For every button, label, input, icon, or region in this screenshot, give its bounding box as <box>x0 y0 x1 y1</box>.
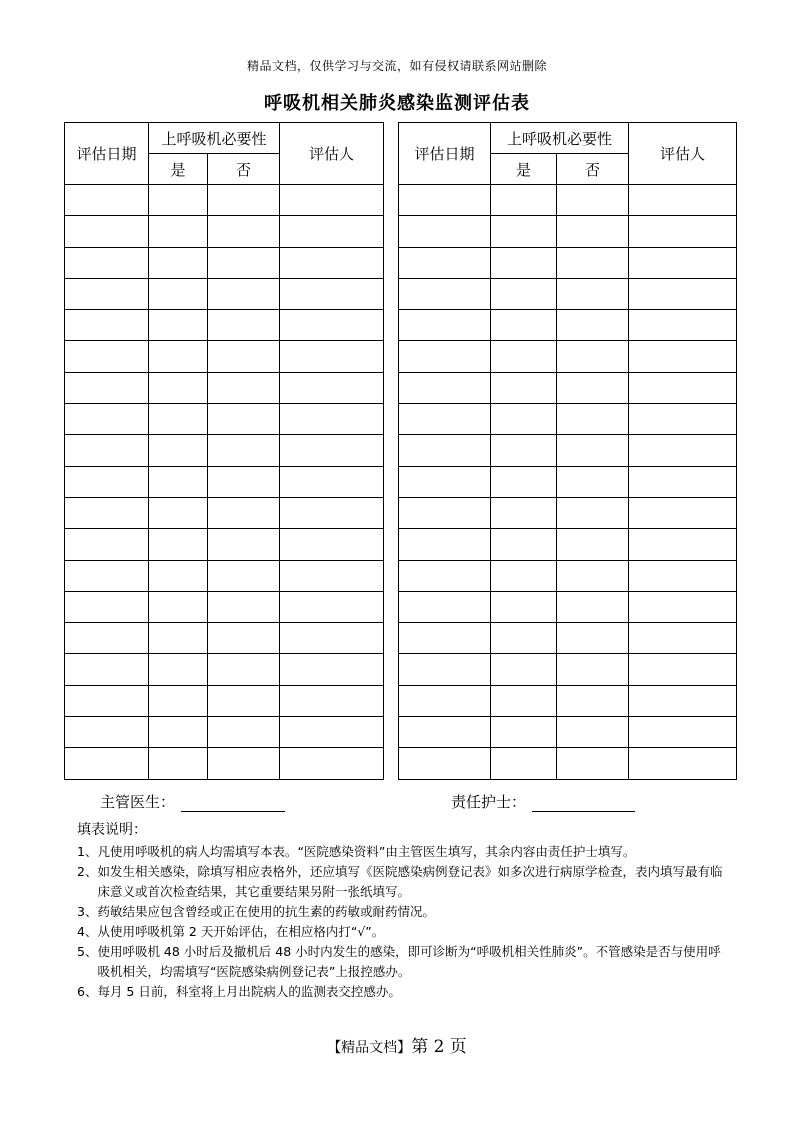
no-cell[interactable] <box>557 497 629 528</box>
date-cell[interactable] <box>65 497 149 528</box>
date-cell[interactable] <box>65 748 149 779</box>
assessor-cell[interactable] <box>629 654 737 685</box>
instructions-list <box>77 842 727 1002</box>
assessor-cell[interactable] <box>280 216 384 247</box>
no-cell[interactable] <box>557 560 629 591</box>
date-cell[interactable] <box>65 372 149 403</box>
yes-cell[interactable] <box>149 560 208 591</box>
date-cell[interactable] <box>65 717 149 748</box>
no-cell[interactable] <box>208 466 280 497</box>
date-cell[interactable] <box>65 654 149 685</box>
assessor-cell[interactable] <box>629 591 737 622</box>
yes-cell[interactable] <box>149 435 208 466</box>
header-yes: 是 <box>149 154 208 185</box>
table-row <box>399 435 737 466</box>
yes-cell[interactable] <box>491 591 557 622</box>
assessor-cell[interactable] <box>280 404 384 435</box>
header-no: 否 <box>208 154 280 185</box>
table-row <box>399 529 737 560</box>
date-cell[interactable] <box>399 591 491 622</box>
no-cell[interactable] <box>557 717 629 748</box>
assessor-cell[interactable] <box>280 591 384 622</box>
date-cell[interactable] <box>399 654 491 685</box>
yes-cell[interactable] <box>149 497 208 528</box>
assessment-table-left <box>64 122 384 780</box>
yes-cell[interactable] <box>491 623 557 654</box>
no-cell[interactable] <box>557 623 629 654</box>
date-cell[interactable] <box>65 216 149 247</box>
table-row <box>399 216 737 247</box>
no-cell[interactable] <box>208 341 280 372</box>
date-cell[interactable] <box>65 529 149 560</box>
yes-cell[interactable] <box>149 685 208 716</box>
assessor-cell[interactable] <box>280 497 384 528</box>
yes-cell[interactable] <box>491 560 557 591</box>
yes-cell[interactable] <box>491 341 557 372</box>
yes-cell[interactable] <box>491 185 557 216</box>
date-cell[interactable] <box>65 404 149 435</box>
assessor-cell[interactable] <box>629 685 737 716</box>
no-cell[interactable] <box>208 216 280 247</box>
assessor-cell[interactable] <box>280 310 384 341</box>
header-necessity: 上呼吸机必要性 <box>149 123 280 154</box>
table-row <box>65 717 384 748</box>
date-cell[interactable] <box>399 185 491 216</box>
no-cell[interactable] <box>208 685 280 716</box>
instructions-heading: 填表说明： <box>77 822 147 838</box>
no-cell[interactable] <box>208 529 280 560</box>
assessor-cell[interactable] <box>280 685 384 716</box>
no-cell[interactable] <box>557 748 629 779</box>
instruction-item: 6、 每月 5 日前，科室将上月出院病人的监测表交控感办。 <box>77 984 401 999</box>
table-row <box>65 654 384 685</box>
date-cell[interactable] <box>65 685 149 716</box>
instruction-item: 2、 如发生相关感染，除填写相应表格外，还应填写《医院感染病例登记表》如多次进行病原学检查，表内填写最有临床意义或首次检查结果，其它重要结果另附一张纸填写。 <box>77 864 723 899</box>
assessor-cell[interactable] <box>280 560 384 591</box>
date-cell[interactable] <box>399 404 491 435</box>
no-cell[interactable] <box>208 310 280 341</box>
table-row <box>65 247 384 278</box>
assessor-cell[interactable] <box>629 341 737 372</box>
yes-cell[interactable] <box>491 310 557 341</box>
yes-cell[interactable] <box>149 247 208 278</box>
no-cell[interactable] <box>208 748 280 779</box>
table-row <box>65 748 384 779</box>
table-row <box>65 404 384 435</box>
watermark-text: 精品文档，仅供学习与交流，如有侵权请联系网站删除 <box>246 59 547 73</box>
assessor-cell[interactable] <box>280 529 384 560</box>
date-cell[interactable] <box>399 623 491 654</box>
table-row <box>399 372 737 403</box>
yes-cell[interactable] <box>491 654 557 685</box>
yes-cell[interactable] <box>491 435 557 466</box>
table-row <box>399 560 737 591</box>
date-cell[interactable] <box>65 623 149 654</box>
no-cell[interactable] <box>208 623 280 654</box>
nurse-signature <box>451 791 635 812</box>
date-cell[interactable] <box>65 310 149 341</box>
yes-cell[interactable] <box>491 529 557 560</box>
assessor-cell[interactable] <box>629 185 737 216</box>
date-cell[interactable] <box>65 466 149 497</box>
yes-cell[interactable] <box>149 216 208 247</box>
nurse-signature-label: 责任护士： <box>451 793 527 811</box>
table-row <box>399 466 737 497</box>
assessor-cell[interactable] <box>280 278 384 309</box>
assessor-cell[interactable] <box>280 435 384 466</box>
assessor-cell[interactable] <box>629 278 737 309</box>
assessor-cell[interactable] <box>629 435 737 466</box>
table-row <box>65 216 384 247</box>
page-footer <box>0 1032 794 1057</box>
date-cell[interactable] <box>65 278 149 309</box>
date-cell[interactable] <box>65 591 149 622</box>
instruction-item: 5、 使用呼吸机 48 小时后及撤机后 48 小时内发生的感染，即可诊断为“呼吸机相关性肺炎”。不管感染是否与使用呼吸机相关，均需填写“医院感染病例登记表”上报控感办。 <box>77 944 721 979</box>
yes-cell[interactable] <box>149 310 208 341</box>
no-cell[interactable] <box>208 591 280 622</box>
no-cell[interactable] <box>557 654 629 685</box>
yes-cell[interactable] <box>149 404 208 435</box>
assessor-cell[interactable] <box>629 497 737 528</box>
header-yes: 是 <box>491 154 557 185</box>
table-row <box>399 310 737 341</box>
date-cell[interactable] <box>399 529 491 560</box>
date-cell[interactable] <box>399 685 491 716</box>
yes-cell[interactable] <box>149 185 208 216</box>
assessor-cell[interactable] <box>280 341 384 372</box>
yes-cell[interactable] <box>491 497 557 528</box>
assessor-cell[interactable] <box>280 372 384 403</box>
date-cell[interactable] <box>399 717 491 748</box>
assessor-cell[interactable] <box>280 654 384 685</box>
yes-cell[interactable] <box>491 717 557 748</box>
table-row <box>399 623 737 654</box>
table-row <box>399 341 737 372</box>
date-cell[interactable] <box>65 435 149 466</box>
date-cell[interactable] <box>399 310 491 341</box>
table-row <box>399 748 737 779</box>
assessor-cell[interactable] <box>280 748 384 779</box>
date-cell[interactable] <box>65 185 149 216</box>
date-cell[interactable] <box>399 372 491 403</box>
date-cell[interactable] <box>399 435 491 466</box>
header-no: 否 <box>557 154 629 185</box>
date-cell[interactable] <box>65 560 149 591</box>
assessor-cell[interactable] <box>629 717 737 748</box>
table-row <box>65 560 384 591</box>
header-assessor: 评估人 <box>629 123 737 185</box>
no-cell[interactable] <box>208 372 280 403</box>
date-cell[interactable] <box>399 560 491 591</box>
no-cell[interactable] <box>208 654 280 685</box>
no-cell[interactable] <box>557 247 629 278</box>
instruction-item: 4、 从使用呼吸机第 2 天开始评估，在相应格内打“√”。 <box>77 924 385 939</box>
table-row <box>399 685 737 716</box>
assessor-cell[interactable] <box>280 466 384 497</box>
assessor-cell[interactable] <box>280 185 384 216</box>
table-row <box>65 372 384 403</box>
table-row <box>65 685 384 716</box>
no-cell[interactable] <box>557 216 629 247</box>
table-row <box>399 717 737 748</box>
instructions <box>77 820 727 1002</box>
table-row <box>399 404 737 435</box>
assessor-cell[interactable] <box>280 717 384 748</box>
table-row <box>65 529 384 560</box>
assessor-cell[interactable] <box>629 466 737 497</box>
assessor-cell[interactable] <box>280 247 384 278</box>
yes-cell[interactable] <box>149 654 208 685</box>
no-cell[interactable] <box>208 185 280 216</box>
table-row <box>399 247 737 278</box>
header-assessor: 评估人 <box>280 123 384 185</box>
table-row <box>65 310 384 341</box>
assessor-cell[interactable] <box>629 372 737 403</box>
no-cell[interactable] <box>557 404 629 435</box>
assessor-cell[interactable] <box>629 216 737 247</box>
no-cell[interactable] <box>208 497 280 528</box>
table-row <box>65 278 384 309</box>
header-necessity: 上呼吸机必要性 <box>491 123 629 154</box>
yes-cell[interactable] <box>491 748 557 779</box>
date-cell[interactable] <box>65 247 149 278</box>
assessor-cell[interactable] <box>280 623 384 654</box>
yes-cell[interactable] <box>149 591 208 622</box>
no-cell[interactable] <box>557 466 629 497</box>
table-row <box>399 497 737 528</box>
form-title: 呼吸机相关肺炎感染监测评估表 <box>264 93 530 114</box>
yes-cell[interactable] <box>491 372 557 403</box>
no-cell[interactable] <box>208 278 280 309</box>
table-row <box>65 497 384 528</box>
header-date: 评估日期 <box>65 123 149 185</box>
no-cell[interactable] <box>208 247 280 278</box>
yes-cell[interactable] <box>149 278 208 309</box>
doctor-signature <box>100 791 285 812</box>
no-cell[interactable] <box>208 435 280 466</box>
doctor-signature-field[interactable] <box>181 793 285 812</box>
no-cell[interactable] <box>557 435 629 466</box>
no-cell[interactable] <box>557 591 629 622</box>
table-row <box>399 591 737 622</box>
date-cell[interactable] <box>399 497 491 528</box>
assessor-cell[interactable] <box>629 310 737 341</box>
instruction-item: 1、 凡使用呼吸机的病人均需填写本表。“医院感染资料”由主管医生填写，其余内容由责任护士填写。 <box>77 844 636 859</box>
no-cell[interactable] <box>557 185 629 216</box>
header-date: 评估日期 <box>399 123 491 185</box>
yes-cell[interactable] <box>149 717 208 748</box>
doctor-signature-label: 主管医生： <box>100 793 176 811</box>
no-cell[interactable] <box>208 717 280 748</box>
nurse-signature-field[interactable] <box>532 793 635 812</box>
yes-cell[interactable] <box>149 466 208 497</box>
yes-cell[interactable] <box>149 529 208 560</box>
table-row <box>399 185 737 216</box>
date-cell[interactable] <box>399 278 491 309</box>
table-row <box>65 341 384 372</box>
table-row <box>65 435 384 466</box>
page-number: 第 2 页 <box>411 1037 467 1057</box>
date-cell[interactable] <box>399 748 491 779</box>
instruction-item: 3、 药敏结果应包含曾经或正在使用的抗生素的药敏或耐药情况。 <box>77 904 435 919</box>
yes-cell[interactable] <box>491 278 557 309</box>
no-cell[interactable] <box>208 404 280 435</box>
date-cell[interactable] <box>399 466 491 497</box>
yes-cell[interactable] <box>491 404 557 435</box>
no-cell[interactable] <box>208 560 280 591</box>
assessor-cell[interactable] <box>629 529 737 560</box>
date-cell[interactable] <box>399 341 491 372</box>
yes-cell[interactable] <box>149 341 208 372</box>
no-cell[interactable] <box>557 372 629 403</box>
date-cell[interactable] <box>399 216 491 247</box>
assessor-cell[interactable] <box>629 404 737 435</box>
yes-cell[interactable] <box>491 216 557 247</box>
assessor-cell[interactable] <box>629 560 737 591</box>
no-cell[interactable] <box>557 685 629 716</box>
table-row <box>65 185 384 216</box>
no-cell[interactable] <box>557 529 629 560</box>
table-row <box>65 623 384 654</box>
yes-cell[interactable] <box>149 748 208 779</box>
table-row <box>399 278 737 309</box>
date-cell[interactable] <box>65 341 149 372</box>
footer-label: 【精品文档】 <box>327 1040 412 1056</box>
yes-cell[interactable] <box>491 466 557 497</box>
yes-cell[interactable] <box>491 247 557 278</box>
yes-cell[interactable] <box>491 685 557 716</box>
no-cell[interactable] <box>557 278 629 309</box>
assessor-cell[interactable] <box>629 623 737 654</box>
table-row <box>65 591 384 622</box>
table-row <box>65 466 384 497</box>
no-cell[interactable] <box>557 310 629 341</box>
assessor-cell[interactable] <box>629 748 737 779</box>
assessor-cell[interactable] <box>629 247 737 278</box>
assessment-table-right <box>398 122 737 780</box>
yes-cell[interactable] <box>149 372 208 403</box>
no-cell[interactable] <box>557 341 629 372</box>
table-row <box>399 654 737 685</box>
date-cell[interactable] <box>399 247 491 278</box>
yes-cell[interactable] <box>149 623 208 654</box>
